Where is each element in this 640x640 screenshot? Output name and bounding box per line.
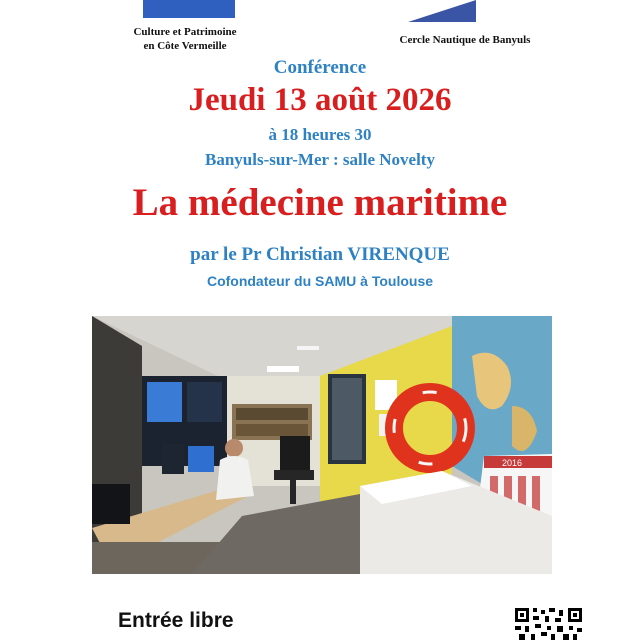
event-title: La médecine maritime bbox=[132, 181, 508, 224]
event-date: Jeudi 13 août 2026 bbox=[188, 82, 452, 118]
organizer-right: Cercle Nautique de Banyuls bbox=[399, 34, 531, 46]
qr-code-icon bbox=[515, 608, 582, 640]
calendar-year: 2016 bbox=[502, 458, 523, 468]
event-type: Conférence bbox=[273, 57, 367, 78]
event-speaker: par le Pr Christian VIRENQUE bbox=[190, 244, 450, 265]
entry-free-label: Entrée libre bbox=[118, 609, 234, 632]
office-photo bbox=[92, 316, 552, 574]
organizer-left-line-2: en Côte Vermeille bbox=[143, 40, 227, 52]
organizer-left-line-1: Culture et Patrimoine bbox=[133, 26, 237, 38]
speaker-role: Cofondateur du SAMU à Toulouse bbox=[206, 273, 434, 289]
event-place: Banyuls-sur-Mer : salle Novelty bbox=[205, 150, 435, 169]
event-time: à 18 heures 30 bbox=[268, 125, 372, 144]
organizer-left bbox=[100, 25, 270, 53]
culture-patrimoine-logo bbox=[143, 0, 235, 18]
cercle-nautique-logo bbox=[408, 0, 476, 22]
